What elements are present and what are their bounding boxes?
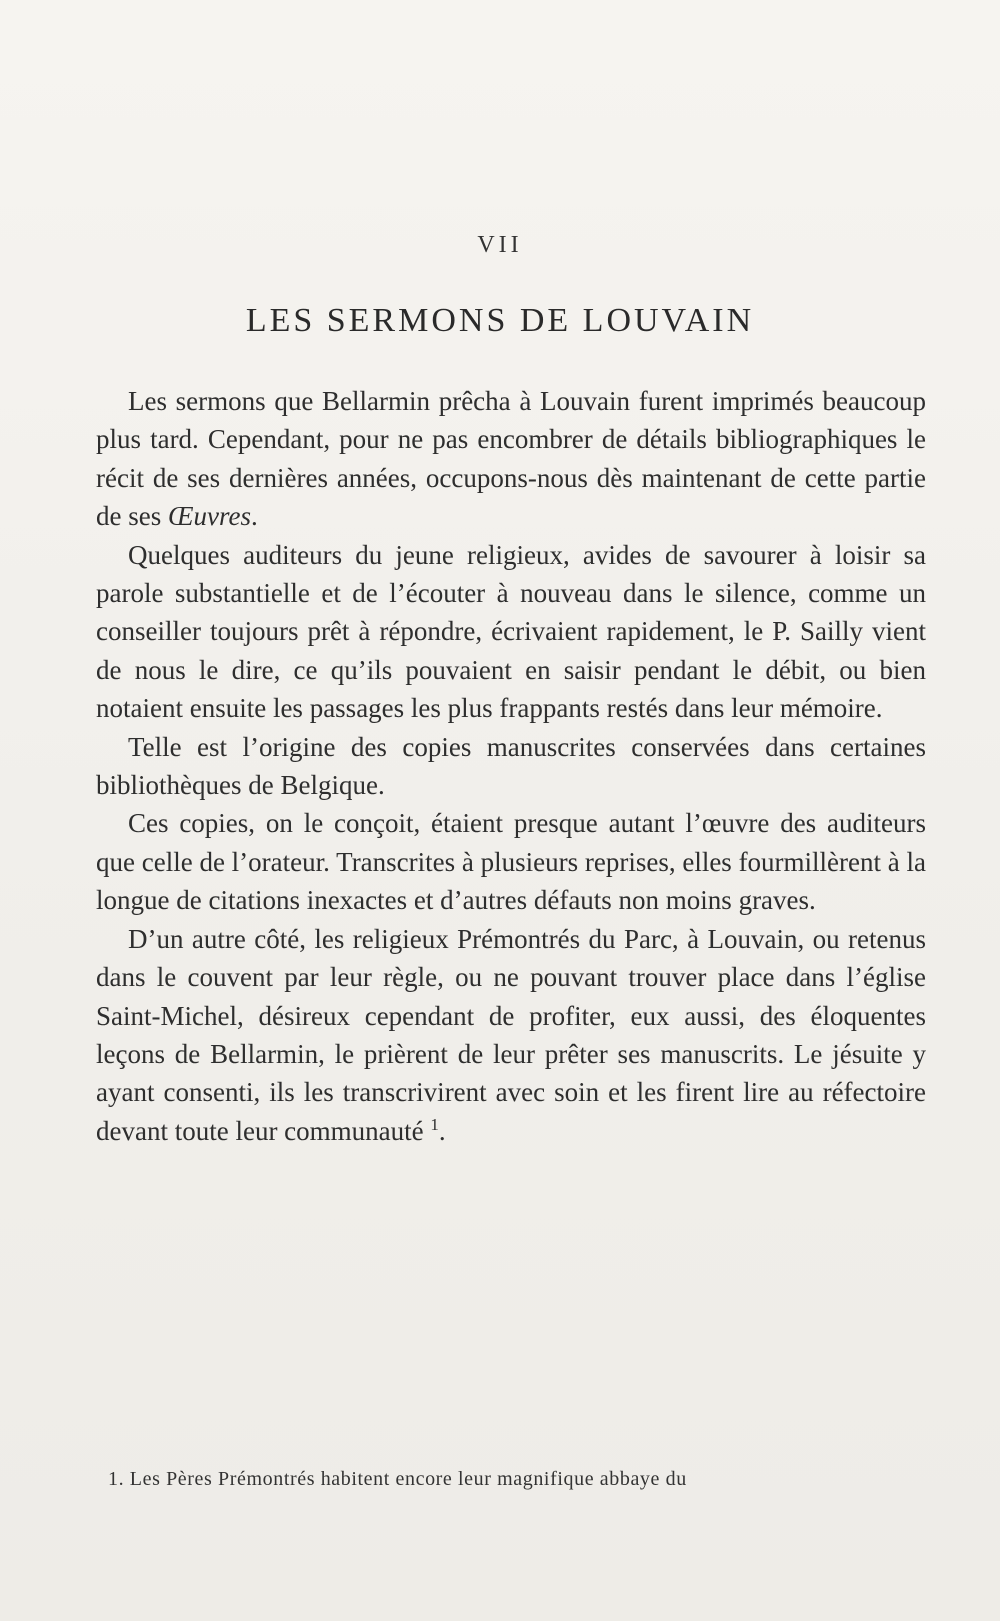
footnote-reference: 1 xyxy=(430,1114,439,1134)
paragraph xyxy=(96,382,926,536)
paragraph-text: D’un autre côté, les religieux Prémontrés du Parc, à Louvain, ou retenus dans le couvent par leur règle, ou ne pouvant trouver place dans l’église Saint-Michel, désireux cependant de profiter, eux aussi, des éloquentes leçons de Bellarmin, le prièrent de leur prêter ses manuscrits. Le jésuite y ayant consenti, ils les transcrivirent avec soin et les firent lire au réfectoire devant toute leur communauté xyxy=(96,923,926,1146)
paragraph-end: . xyxy=(250,501,258,532)
paragraph-text: Les sermons que Bellarmin prêcha à Louvain furent imprimés beaucoup plus tard. Cependant, pour ne pas encombrer de détails bibliographiques le récit de ses dernières années, occupons-nous dès maintenant de cette partie de ses xyxy=(96,386,926,532)
footnote: 1. Les Pères Prémontrés habitent encore leur magnifique abbaye du xyxy=(108,1468,687,1490)
chapter-number: VII xyxy=(477,232,523,258)
paragraph xyxy=(96,728,926,805)
paragraph-end: . xyxy=(438,1115,446,1146)
paragraph-text: Ces copies, on le conçoit, étaient presque autant l’œuvre des auditeurs que celle de l’orateur. Transcrites à plusieurs reprises, elles fourmillèrent à la longue de citations inexactes et d’autres défauts non moins graves. xyxy=(96,808,926,916)
paragraph xyxy=(96,804,926,919)
paragraph-text: Quelques auditeurs du jeune religieux, avides de savourer à loisir sa parole substantielle et de l’écouter à nouveau dans le silence, comme un conseiller toujours prêt à répondre, écrivaient rapidement, le P. Sailly vient de nous le dire, ce qu’ils pouvaient en saisir pendant le débit, ou bien notaient ensuite les passages les plus frappants restés dans leur mémoire. xyxy=(96,539,926,724)
italic-text: Œuvres xyxy=(167,501,251,532)
body-text xyxy=(96,382,926,1150)
paragraph-text: Telle est l’origine des copies manuscrites conservées dans certaines bibliothèques de Belgique. xyxy=(96,731,926,801)
paragraph xyxy=(96,920,926,1150)
chapter-title: LES SERMONS DE LOUVAIN xyxy=(245,302,755,339)
paragraph xyxy=(96,536,926,728)
